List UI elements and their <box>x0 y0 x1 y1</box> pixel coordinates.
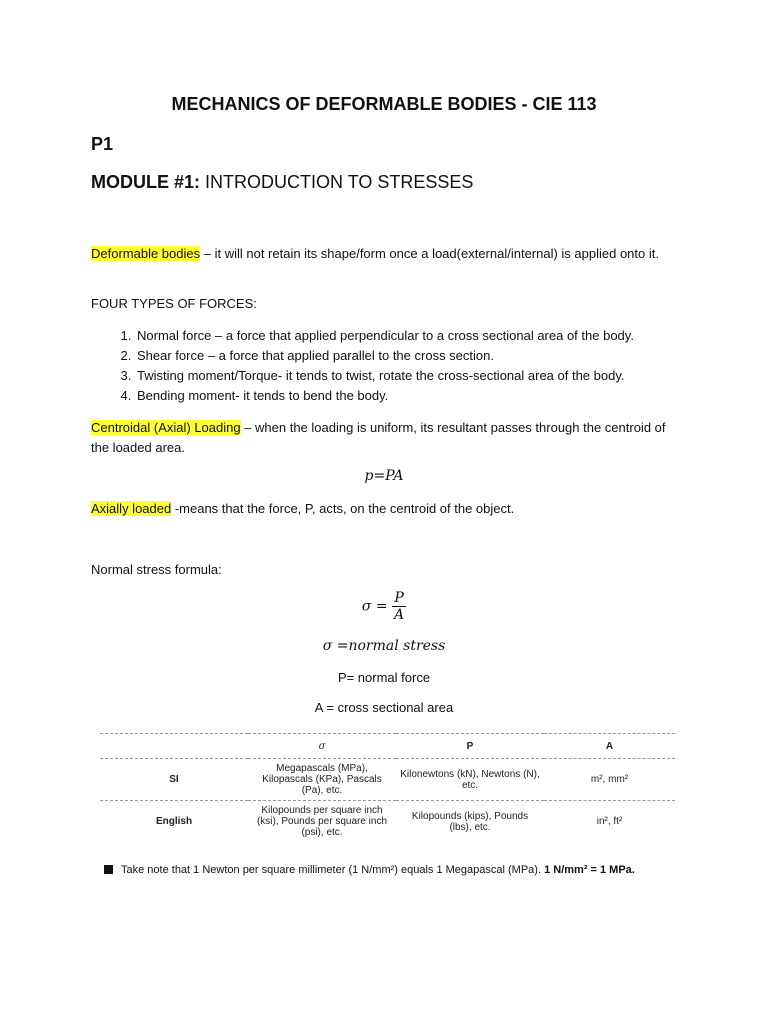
list-item: 2. Shear force – a force that applied parallel to the cross section. <box>135 346 725 366</box>
fraction-denominator: A <box>394 607 405 623</box>
table-cell: in², ft² <box>544 801 675 843</box>
table-cell: Kilopounds per square inch (ksi), Pounds per square inch (psi), etc. <box>248 801 396 843</box>
fraction-numerator: P <box>392 590 406 607</box>
table-cell: m², mm² <box>544 759 675 801</box>
units-table <box>100 733 675 842</box>
table-row <box>100 801 675 843</box>
sigma-definition: σ =normal stress <box>322 638 446 654</box>
table-header-row <box>100 734 675 759</box>
note-bold: 1 N/mm² = 1 MPa. <box>544 864 635 876</box>
forces-heading: FOUR TYPES OF FORCES: <box>91 296 257 311</box>
table-header-cell <box>100 734 248 759</box>
module-heading <box>91 172 473 193</box>
axially-text: -means that the force, P, acts, on the centroid of the object. <box>171 501 515 516</box>
table-header-cell: A <box>544 734 675 759</box>
formula-lhs: σ = <box>361 598 388 615</box>
document-title: MECHANICS OF DEFORMABLE BODIES - CIE 113 <box>171 94 597 114</box>
formula-p-pa: p=PA <box>364 468 404 484</box>
axially-paragraph <box>91 499 681 519</box>
deformable-text: – it will not retain its shape/form once a load(external/internal) is applied onto it. <box>200 246 659 261</box>
note-line <box>104 864 635 876</box>
centroidal-text: – when the loading is uniform, its resultant passes through the centroid of the loaded area. <box>91 420 666 455</box>
normal-stress-heading: Normal stress formula: <box>91 562 222 577</box>
square-bullet-icon <box>104 865 113 874</box>
list-item: 1. Normal force – a force that applied perpendicular to a cross sectional area of the body. <box>135 326 725 346</box>
deformable-term: Deformable bodies <box>91 246 201 261</box>
section-p1: P1 <box>91 134 114 154</box>
list-item: 3. Twisting moment/Torque- it tends to twist, rotate the cross-sectional area of the body. <box>135 366 725 386</box>
fraction <box>392 590 406 623</box>
deformable-paragraph <box>91 244 681 264</box>
a-definition: A = cross sectional area <box>314 700 454 715</box>
table-cell: SI <box>100 759 248 801</box>
table-cell: Kilopounds (kips), Pounds (lbs), etc. <box>396 801 544 843</box>
centroidal-term: Centroidal (Axial) Loading <box>91 420 241 435</box>
module-name: INTRODUCTION TO STRESSES <box>205 172 474 192</box>
table-cell: Megapascals (MPa), Kilopascals (KPa), Pascals (Pa), etc. <box>248 759 396 801</box>
table-cell: Kilonewtons (kN), Newtons (N), etc. <box>396 759 544 801</box>
table-header-cell: P <box>396 734 544 759</box>
centroidal-paragraph <box>91 418 681 458</box>
table-cell: English <box>100 801 248 843</box>
list-item: 4. Bending moment- it tends to bend the body. <box>135 386 725 406</box>
table-header-cell: σ <box>248 734 396 759</box>
normal-stress-formula <box>0 590 768 623</box>
table-row <box>100 759 675 801</box>
axially-term: Axially loaded <box>91 501 172 516</box>
note-text: Take note that 1 Newton per square millimeter (1 N/mm²) equals 1 Megapascal (MPa). <box>121 864 542 876</box>
forces-list <box>91 326 725 406</box>
module-label: MODULE #1: <box>91 172 201 192</box>
p-definition: P= normal force <box>337 670 431 685</box>
